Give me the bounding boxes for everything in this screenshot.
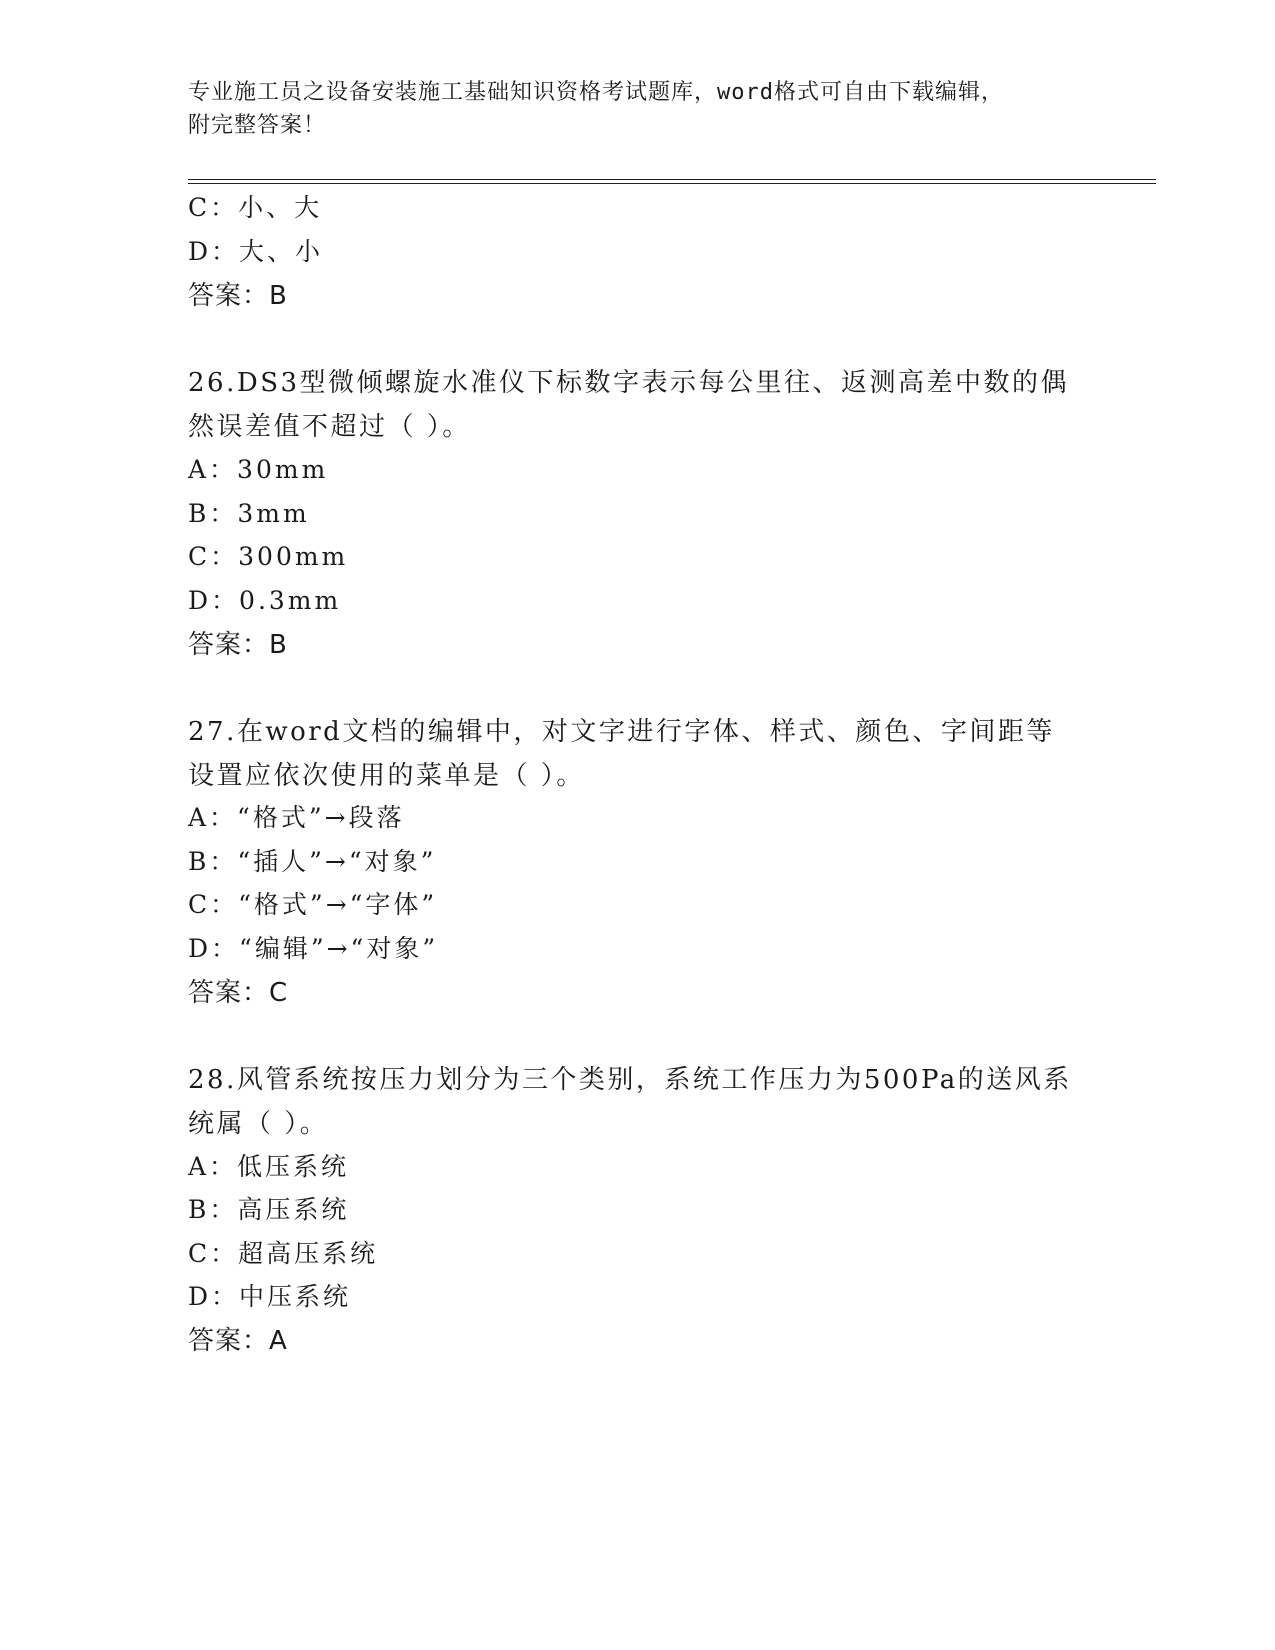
- option-d: D：0.3mm: [188, 586, 342, 615]
- answer-line: 答案：A: [188, 1326, 288, 1356]
- option-c: C：“格式”→“字体”: [188, 890, 438, 919]
- option-b: B：高压系统: [188, 1195, 350, 1224]
- answer-line: 答案：B: [188, 630, 288, 660]
- header-divider-bottom: [188, 183, 1156, 184]
- option-c: C：300mm: [188, 542, 349, 571]
- question-stem: 统属（ ）。: [188, 1109, 329, 1139]
- header-title-line-1: 专业施工员之设备安装施工基础知识资格考试题库，word格式可自由下载编辑，: [188, 80, 1004, 105]
- header-title-line-2: 附完整答案！: [188, 113, 327, 138]
- question-stem: 设置应依次使用的菜单是（ ）。: [188, 761, 585, 791]
- option-a: A：30mm: [188, 455, 329, 484]
- option-b: B：“插人”→“对象”: [188, 847, 437, 876]
- option-d: D：大、小: [188, 237, 324, 266]
- option-b: B：3mm: [188, 499, 310, 528]
- question-stem: 28.风管系统按压力划分为三个类别，系统工作压力为500Pa的送风系: [188, 1065, 1072, 1095]
- option-a: A：“格式”→段落: [188, 803, 405, 832]
- option-a: A：低压系统: [188, 1152, 350, 1181]
- question-stem: 27.在word文档的编辑中，对文字进行字体、样式、颜色、字间距等: [188, 717, 1055, 747]
- question-stem: 然误差值不超过（ ）。: [188, 412, 471, 442]
- option-d: D：“编辑”→“对象”: [188, 934, 439, 963]
- option-c: C：小、大: [188, 193, 323, 222]
- answer-line: 答案：B: [188, 281, 288, 311]
- question-stem: 26.DS3型微倾螺旋水准仪下标数字表示每公里往、返测高差中数的偶: [188, 368, 1070, 398]
- document-header: [188, 76, 1068, 142]
- answer-line: 答案：C: [188, 978, 289, 1008]
- header-divider-top: [188, 179, 1156, 180]
- option-c: C：超高压系统: [188, 1239, 379, 1268]
- option-d: D：中压系统: [188, 1282, 352, 1311]
